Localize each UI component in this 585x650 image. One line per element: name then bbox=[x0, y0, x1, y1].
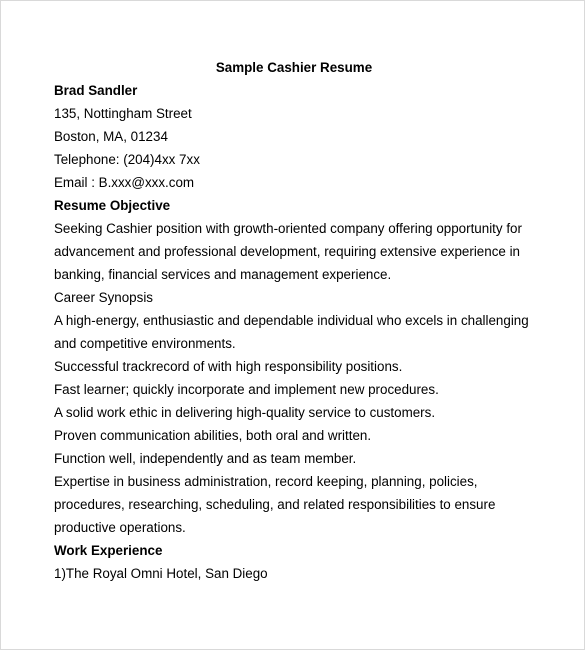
synopsis-line: Expertise in business administration, record keeping, planning, policies, bbox=[54, 474, 478, 489]
synopsis-line: productive operations. bbox=[54, 520, 186, 535]
synopsis-line: Proven communication abilities, both oral and written. bbox=[54, 428, 372, 443]
contact-telephone: Telephone: (204)4xx 7xx bbox=[54, 152, 200, 167]
contact-city: Boston, MA, 01234 bbox=[54, 129, 168, 144]
document-title: Sample Cashier Resume bbox=[215, 60, 373, 75]
synopsis-line: Function well, independently and as team member. bbox=[54, 451, 357, 466]
resume-document bbox=[54, 58, 554, 585]
experience-heading: Work Experience bbox=[54, 543, 163, 558]
synopsis-line: A solid work ethic in delivering high-quality service to customers. bbox=[54, 405, 436, 420]
contact-name: Brad Sandler bbox=[54, 83, 138, 98]
synopsis-line: Fast learner; quickly incorporate and implement new procedures. bbox=[54, 382, 439, 397]
contact-email: Email : B.xxx@xxx.com bbox=[54, 175, 195, 190]
objective-line: advancement and professional development, requiring extensive experience in bbox=[54, 244, 520, 259]
objective-heading: Resume Objective bbox=[54, 198, 171, 213]
synopsis-line: and competitive environments. bbox=[54, 336, 236, 351]
contact-street: 135, Nottingham Street bbox=[54, 106, 192, 121]
synopsis-line: procedures, researching, scheduling, and related responsibilities to ensure bbox=[54, 497, 496, 512]
experience-line: 1)The Royal Omni Hotel, San Diego bbox=[54, 566, 268, 581]
synopsis-heading: Career Synopsis bbox=[54, 290, 153, 305]
objective-line: banking, financial services and management experience. bbox=[54, 267, 392, 282]
synopsis-line: Successful trackrecord of with high responsibility positions. bbox=[54, 359, 403, 374]
synopsis-line: A high-energy, enthusiastic and dependable individual who excels in challenging bbox=[54, 313, 529, 328]
objective-line: Seeking Cashier position with growth-oriented company offering opportunity for bbox=[54, 221, 522, 236]
